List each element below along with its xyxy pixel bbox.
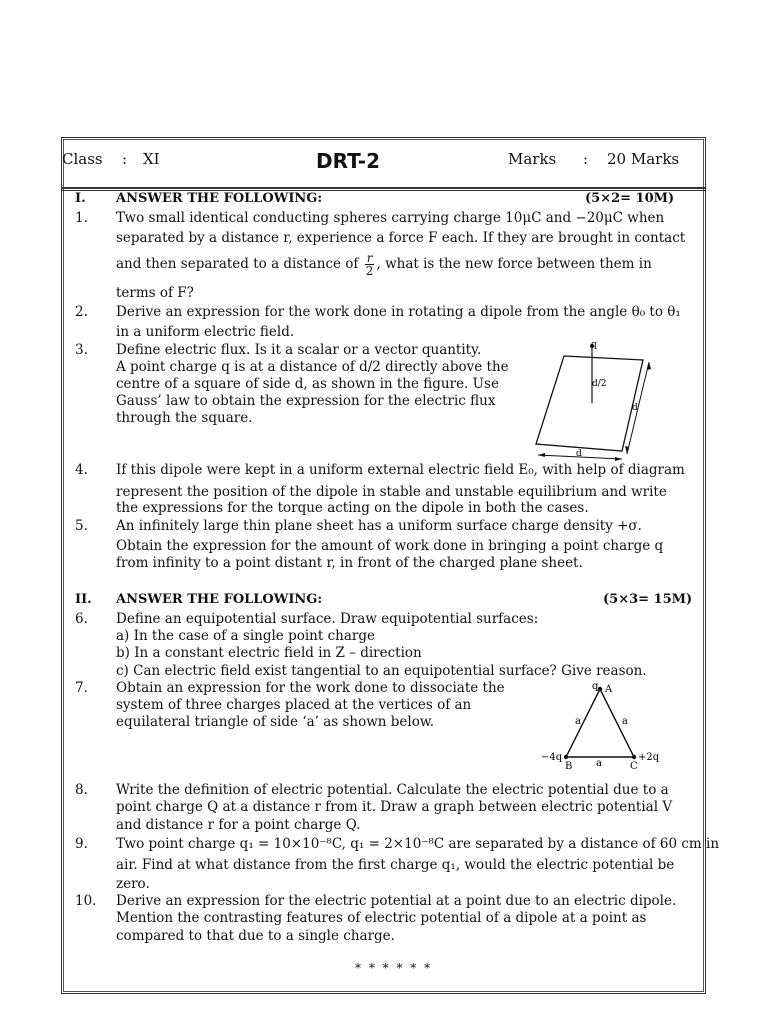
question-text: If this dipole were kept in a uniform external electric field E₀, with help of diagram	[116, 462, 685, 478]
question-text: in a uniform electric field.	[116, 324, 295, 340]
question-text: equilateral triangle of side ‘a’ as shown below.	[116, 714, 435, 730]
triangle-charges-figure	[536, 680, 666, 770]
question-text-part: , what is the new force between them in	[376, 256, 652, 272]
question-number: 1.	[75, 210, 88, 226]
section-2-roman: II.	[75, 592, 92, 607]
vertex-label-c: C	[630, 761, 638, 770]
section-2-marks: (5×3= 15M)	[603, 592, 693, 607]
class-label: Class	[62, 150, 103, 168]
side-label-right: a	[622, 716, 628, 727]
question-text: An infinitely large thin plane sheet has a uniform surface charge density +σ.	[116, 518, 642, 534]
side-label-left: a	[575, 716, 581, 727]
charge-label-a: q	[592, 681, 599, 692]
figure-label-d-side: d	[632, 403, 638, 413]
question-number: 7.	[75, 680, 88, 696]
question-text: Derive an expression for the work done in rotating a dipole from the angle θ₀ to θ₁	[116, 304, 681, 320]
side-label-bottom: a	[596, 758, 602, 769]
section-1-marks: (5×2= 10M)	[585, 191, 675, 206]
marks-label: Marks	[508, 150, 557, 168]
question-text: b) In a constant electric field in Z – direction	[116, 645, 422, 661]
section-1-roman: I.	[75, 191, 86, 206]
question-text: Derive an expression for the electric potential at a point due to an electric dipole.	[116, 893, 677, 909]
question-text: Two point charge q₁ = 10×10⁻⁸C, q₁ = 2×10⁻⁸C are separated by a distance of 60 cm in	[116, 836, 720, 852]
figure-label-d-bottom: d	[576, 449, 582, 459]
charge-label-b: −4q	[541, 752, 563, 763]
question-text: represent the position of the dipole in stable and unstable equilibrium and write	[116, 484, 667, 500]
question-text: Write the definition of electric potential. Calculate the electric potential due to a	[116, 782, 669, 798]
question-number: 5.	[75, 518, 88, 534]
question-text: and distance r for a point charge Q.	[116, 817, 361, 833]
question-text: A point charge q is at a distance of d/2 directly above the	[116, 359, 509, 375]
section-1-heading: ANSWER THE FOLLOWING:	[116, 191, 323, 206]
figure-label-q: q	[591, 340, 597, 350]
question-number: 8.	[75, 782, 88, 798]
question-text-part: and then separated to a distance of	[116, 256, 359, 272]
question-number: 9.	[75, 836, 88, 852]
class-separator: :	[122, 150, 128, 168]
question-number: 2.	[75, 304, 88, 320]
question-text: system of three charges placed at the vertices of an	[116, 697, 472, 713]
question-text: air. Find at what distance from the first charge q₁, would the electric potential be	[116, 857, 675, 873]
fraction-denominator: 2	[365, 264, 374, 278]
question-text: through the square.	[116, 410, 253, 426]
question-text: a) In the case of a single point charge	[116, 628, 375, 644]
end-stars: * * * * * *	[355, 961, 433, 975]
question-number: 3.	[75, 342, 88, 358]
fraction-numerator: r	[366, 251, 373, 265]
question-text: from infinity to a point distant r, in front of the charged plane sheet.	[116, 555, 583, 571]
square-flux-figure	[528, 338, 660, 462]
question-text: the expressions for the torque acting on the dipole in both the cases.	[116, 500, 589, 516]
question-text: c) Can electric field exist tangential to an equipotential surface? Give reason.	[116, 663, 647, 679]
question-text: Mention the contrasting features of electric potential of a dipole at a point as	[116, 910, 647, 926]
question-number: 4.	[75, 462, 88, 478]
question-text	[116, 250, 652, 278]
question-text: Define electric flux. Is it a scalar or a vector quantity.	[116, 342, 482, 358]
question-text: centre of a square of side d, as shown in the figure. Use	[116, 376, 499, 392]
marks-value: 20 Marks	[607, 150, 680, 168]
class-value: XI	[143, 150, 160, 168]
header-divider	[61, 187, 706, 189]
question-text: Gauss’ law to obtain the expression for the electric flux	[116, 393, 496, 409]
section-2-heading: ANSWER THE FOLLOWING:	[116, 592, 323, 607]
page-title: DRT-2	[316, 149, 381, 173]
figure-label-d2: d/2	[592, 379, 607, 389]
charge-label-c: +2q	[638, 752, 660, 763]
vertex-label-a: A	[605, 684, 613, 695]
question-text: Two small identical conducting spheres carrying charge 10μC and −20μC when	[116, 210, 665, 226]
question-text: Obtain the expression for the amount of work done in bringing a point charge q	[116, 538, 664, 554]
question-text: point charge Q at a distance r from it. Draw a graph between electric potential V	[116, 799, 673, 815]
question-text: separated by a distance r, experience a force F each. If they are brought in contact	[116, 230, 686, 246]
question-text: Obtain an expression for the work done to dissociate the	[116, 680, 505, 696]
vertex-label-b: B	[565, 761, 573, 770]
question-text: compared to that due to a single charge.	[116, 928, 395, 944]
marks-separator: :	[583, 150, 589, 168]
question-number: 6.	[75, 611, 88, 627]
question-number: 10.	[75, 893, 97, 909]
question-text: zero.	[116, 876, 150, 892]
fraction	[365, 252, 375, 277]
question-text: terms of F?	[116, 285, 194, 301]
question-text: Define an equipotential surface. Draw equipotential surfaces:	[116, 611, 539, 627]
